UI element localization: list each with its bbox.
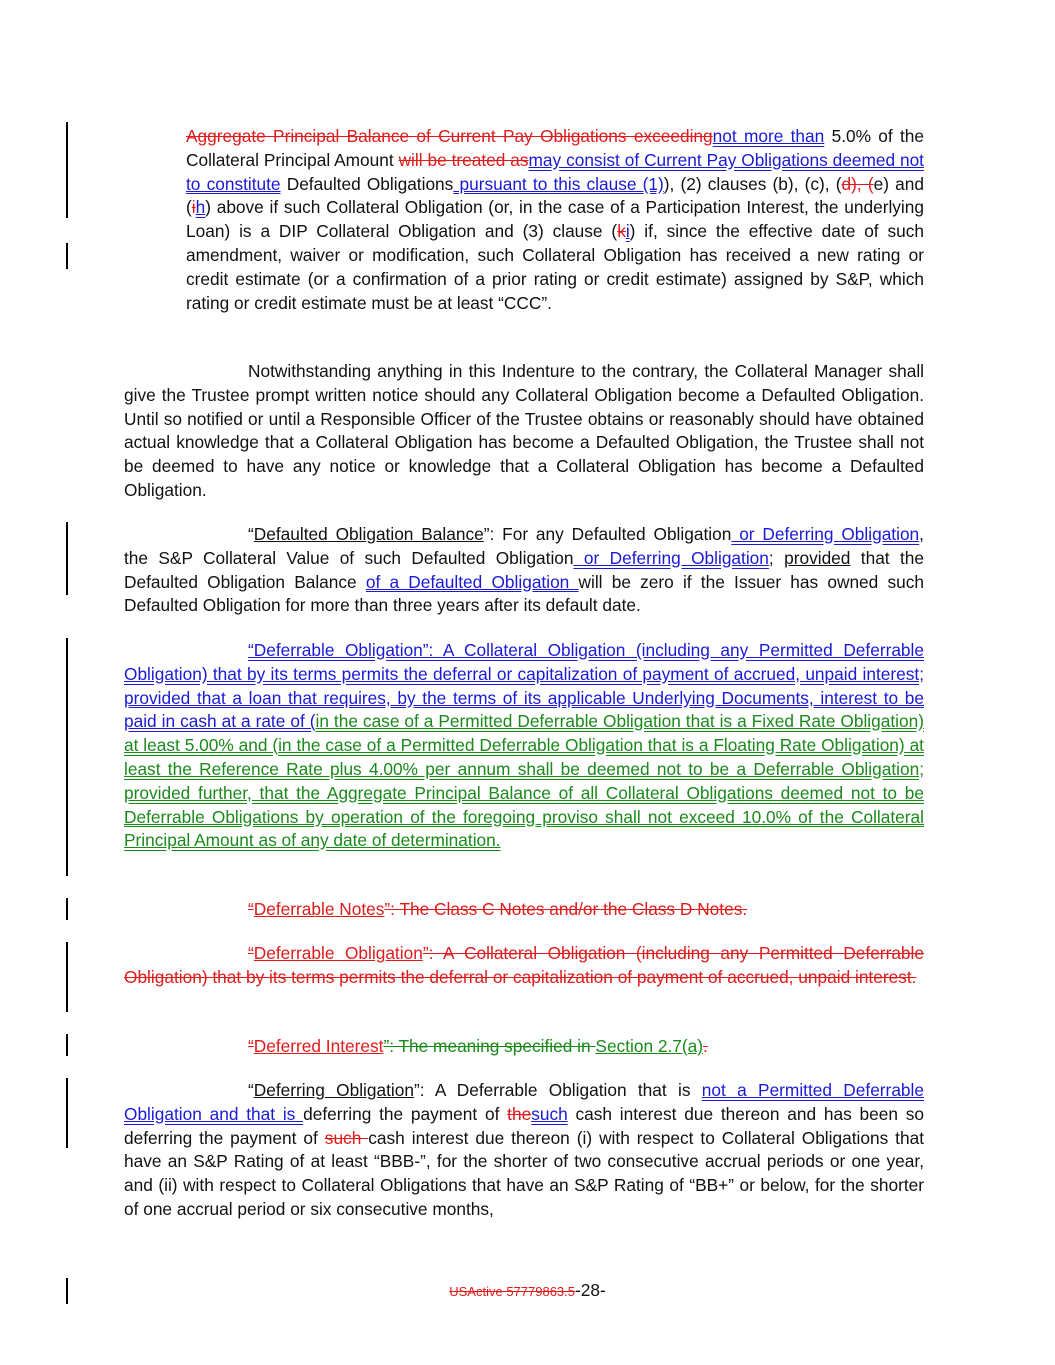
definition-deferring-obligation [124,1079,924,1222]
deleted-text: the [507,1103,532,1124]
inserted-text: may consist of Current Pay Obligations deemed not to constitute [186,149,924,194]
deleted-text: will be treated as [398,149,529,170]
deleted-text: “ [248,1036,254,1056]
change-bar [66,243,68,269]
body-text: , the S&P Collateral Value of such Defaulted Obligation [124,524,924,568]
page-number: -28- [575,1280,606,1300]
clause-continuation-paragraph [186,125,924,315]
body-text: Defaulted Obligations [280,173,454,194]
inserted-text: of a Defaulted Obligation [365,571,579,592]
deleted-moved-text: ”: The meaning specified in [383,1036,596,1056]
definition-deferrable-notes-deleted [124,898,924,922]
inserted-text: i [625,221,630,242]
deleted-text: d), ( [841,173,874,194]
section-reference: Section 2.7(a) [595,1036,704,1056]
definition-defaulted-obligation-balance [124,523,924,618]
body-text: “ [248,524,254,544]
body-text: cash interest due thereon and has been so deferring the payment of [124,1103,924,1148]
deleted-text: such [324,1127,369,1148]
body-text: deferring the payment of [303,1103,508,1124]
change-bar [66,1034,68,1056]
deleted-text: k [617,221,626,242]
defined-term: Deferring Obligation [253,1080,414,1100]
inserted-text: not a Permitted Deferrable Obligation and that is [124,1080,924,1124]
change-bar [66,522,68,595]
body-text: ; [768,547,785,568]
moved-text: in the case of a Permitted Deferrable Obligation that is a Floating Rate Obligation) at least the Reference Rate plus 4.00% per annum shall be deemed not to be a Deferrable Obligation; provided further, that the Aggregate Principal Balance of all Collateral Obligations deemed not to be Deferrable Obligations by operation of the foregoing proviso shall not exceed 10.0% of the Collateral Principal Amount as of any date of determination. [124,735,924,851]
body-text: cash interest due thereon (i) with respect to Collateral Obligations that have an S&P Rating of at least “BBB-”, for the shorter of two consecutive accrual periods or one year, and (ii) with respect to Collateral Obligations that have an S&P Rating of “BB+” or below, for the shorter of one accrual period or six consecutive months, [124,1127,925,1219]
inserted-text: such [531,1103,568,1124]
body-text: 5.0% of the Collateral Principal Amount [186,126,925,170]
document-id: USActive 57779863.5 [449,1284,576,1299]
inserted-text: or Deferring Obligation [731,524,920,544]
page-footer [0,1280,1055,1301]
deleted-text: ”: A Collateral Obligation (including any Permitted Deferrable Obligation) that by its terms permits the deferral or capitalization of payment of accrued, unpaid interest. [124,943,924,987]
deleted-defined-term: Deferrable Obligation [253,943,423,963]
body-text: will be zero if the Issuer has owned such Defaulted Obligation for more than three years after its default date. [124,571,924,616]
body-text: ”: A Deferrable Obligation that is [413,1080,702,1100]
deleted-text: . [703,1036,708,1056]
body-text: e) and ( [186,173,924,218]
inserted-text: not more than [712,126,825,146]
deleted-text: ”: The Class C Notes and/or the Class D Notes. [384,899,748,919]
change-bar [66,638,68,876]
body-text: ”: For any Defaulted Obligation [483,524,732,544]
body-text: ), (2) clauses (b), (c), ( [663,173,842,194]
change-bar [66,1078,68,1148]
body-text: “ [248,1080,254,1100]
body-text: ) above if such Collateral Obligation (or, in the case of a Participation Interest, the underlying Loan) is a DIP Collateral Obligation and (3) clause ( [186,197,924,242]
body-text: Notwithstanding anything in this Indenture to the contrary, the Collateral Manager shall give the Trustee prompt written notice should any Collateral Obligation become a Defaulted Obligation. Until so notified or until a Responsible Officer of the Trustee obtains or reasonably should have obtained actual knowledge that a Collateral Obligation has become a Defaulted Obligation, the Trustee shall not be deemed to have any notice or knowledge that a Collateral Obligation has become a Defaulted Obligation. [124,361,924,500]
definition-deferrable-obligation-deleted [124,942,924,990]
inserted-text: “Deferrable Obligation”: A Collateral Obligation (including any Permitted Deferrable Obligation) that by its terms permits the deferral or capitalization of payment of accrued, unpaid interest; provided that a loan that requires, by the terms of its applicable Underlying Documents, interest to be paid in cash at a rate of ( [124,640,924,732]
moved-text: in the case of a Permitted Deferrable Obligation that is a Fixed Rate Obligation) at least 5.00% and ( [124,711,924,756]
change-bar [66,942,68,1012]
deleted-defined-term: Deferred Interest [253,1036,384,1056]
deleted-text: i [191,197,196,218]
inserted-text: or Deferring Obligation [573,547,769,568]
inserted-text: pursuant to this clause (1) [453,173,664,194]
definition-deferred-interest-deleted [124,1035,924,1059]
deleted-defined-term: Deferrable Notes [253,899,385,919]
inserted-text: h [195,197,206,218]
deleted-text: “ [248,943,254,963]
definition-deferrable-obligation-new [124,639,924,853]
proviso-term: provided [784,547,851,568]
notice-paragraph [124,360,924,503]
deleted-text: “ [248,899,254,919]
body-text: ) if, since the effective date of such amendment, waiver or modification, such Collateral Obligation has received a new rating or credit estimate (or a confirmation of a prior rating or credit estimate) assigned by S&P, which rating or credit estimate must be at least “CCC”. [186,221,924,313]
body-text: that the Defaulted Obligation Balance [124,547,925,592]
change-bar [66,122,68,218]
deleted-text: Aggregate Principal Balance of Current Pay Obligations exceeding [186,126,713,146]
defined-term: Defaulted Obligation Balance [253,524,484,544]
change-bar [66,898,68,920]
